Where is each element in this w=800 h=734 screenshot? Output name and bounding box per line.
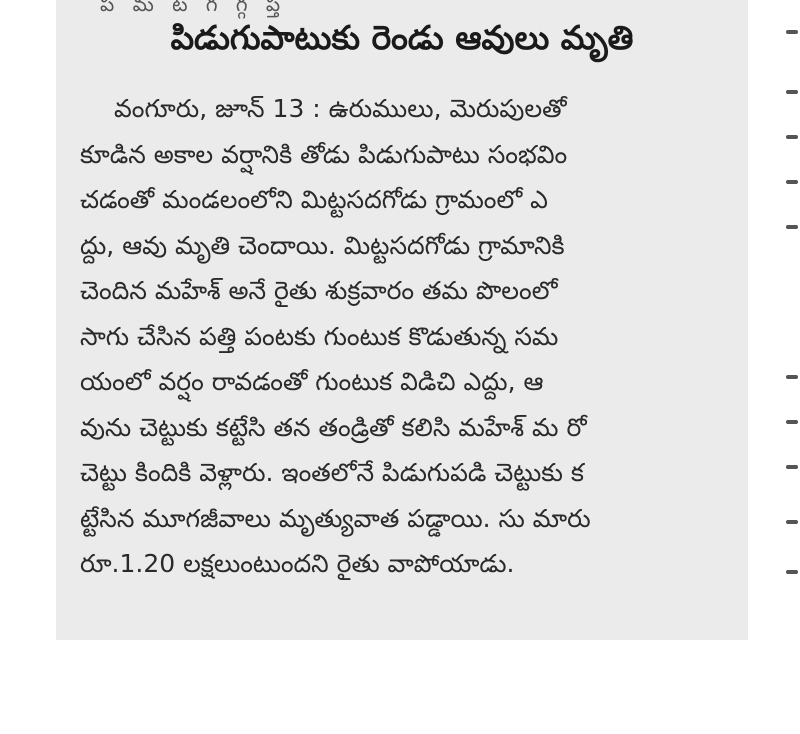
edge-mark <box>786 465 798 469</box>
edge-mark <box>786 30 798 34</box>
edge-mark <box>786 225 798 229</box>
headline: పిడుగుపాటుకు రెండు ఆవులు మృతి <box>170 18 634 57</box>
edge-mark <box>786 570 798 574</box>
edge-mark <box>786 420 798 424</box>
article-line: వంగూరు, జూన్ 13 : ఉరుములు, మెరుపులతో <box>114 94 567 123</box>
edge-mark <box>786 180 798 184</box>
edge-mark <box>786 135 798 139</box>
article-line: ద్దు, ఆవు మృతి చెందాయి. మిట్టసదగోడు గ్రామానికి <box>80 230 565 260</box>
cut-previous-text <box>100 0 700 8</box>
article-line: చెట్టు కిందికి వెళ్లారు. ఇంతలోనే పిడుగుపడి చెట్టుకు క <box>80 458 584 487</box>
article-line: ట్టేసిన మూగజీవాలు మృత్యువాత పడ్డాయి. సు మారు <box>80 503 591 533</box>
article-line: కూడిన అకాల వర్షానికి తోడు పిడుగుపాటు సంభవిం <box>80 139 568 169</box>
article-line: యంలో వర్షం రావడంతో గుంటుక విడిచి ఎద్దు, ఆ <box>80 367 544 396</box>
edge-mark <box>786 90 798 94</box>
article-body <box>80 86 720 587</box>
article-line: చెందిన మహేశ్ అనే రైతు శుక్రవారం తమ పొలంలో <box>80 276 558 305</box>
article-line: సాగు చేసిన పత్తి పంటకు గుంటుక కొడుతున్న సమ <box>80 321 559 351</box>
article-line: చడంతో మండలంలోని మిట్టసదగోడు గ్రామంలో ఎ <box>80 185 548 214</box>
edge-mark <box>786 520 798 524</box>
adjacent-column-edge <box>784 0 800 600</box>
edge-mark <box>786 375 798 379</box>
article-line: రూ.1.20 లక్షలుంటుందని రైతు వాపోయాడు. <box>80 549 515 578</box>
article-line: వును చెట్టుకు కట్టేసి తన తండ్రితో కలిసి మహేశ్ మ రో <box>80 412 587 442</box>
